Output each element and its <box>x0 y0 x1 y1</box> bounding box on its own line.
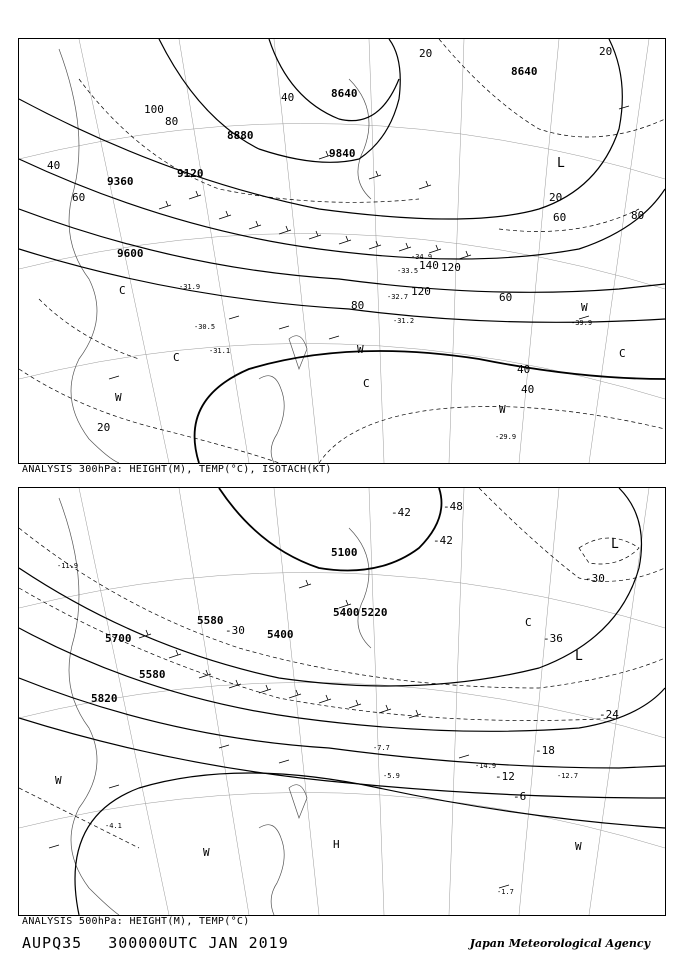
isotach-label: 80 <box>631 209 645 222</box>
isotach-label: 100 <box>144 103 164 116</box>
isotherm-label: -42 <box>391 506 411 519</box>
isotach-label: 20 <box>97 421 111 434</box>
wind-barbs <box>49 580 509 888</box>
temp-label: -7.7 <box>373 744 390 752</box>
warm-center-label: W <box>581 301 588 314</box>
height-label: 8640 <box>331 87 358 100</box>
isotach-label: 20 <box>599 45 613 58</box>
isotherm-label: -36 <box>543 632 563 645</box>
agency-credit: Japan Meteorological Agency <box>469 937 650 950</box>
cold-center-label: C <box>363 377 370 390</box>
height-label: 5580 <box>139 668 166 681</box>
isotach-label: 40 <box>521 383 535 396</box>
valid-time: 300000UTC JAN 2019 <box>108 934 289 952</box>
temp-label: -30.5 <box>194 323 216 331</box>
low-center-label: L <box>611 537 619 552</box>
temp-label: -5.9 <box>383 772 400 780</box>
isotach-label: 40 <box>281 91 295 104</box>
isotach-label: 60 <box>499 291 513 304</box>
isotherm-label: -48 <box>443 500 463 513</box>
temp-label: -31.1 <box>209 347 231 355</box>
temp-label: -39.9 <box>571 319 593 327</box>
warm-center-label: W <box>357 343 364 356</box>
isotach-label: 80 <box>351 299 365 312</box>
panel-500-caption: ANALYSIS 500hPa: HEIGHT(M), TEMP(°C) <box>22 916 250 927</box>
height-label: 5400 <box>267 628 294 641</box>
isotach-label: 120 <box>441 261 461 274</box>
isotach-label: 40 <box>517 363 531 376</box>
isotherm-label: -18 <box>535 744 555 757</box>
isotherm-label: -12 <box>495 770 515 783</box>
isotach-label: 60 <box>553 211 567 224</box>
warm-center-label: W <box>203 846 210 859</box>
height-label: 5400 <box>333 606 360 619</box>
isotherm-label: -30 <box>585 572 605 585</box>
isotach-label: 40 <box>47 159 61 172</box>
height-label: 5820 <box>91 692 118 705</box>
isotach-label: 60 <box>72 191 86 204</box>
isotach-label: 20 <box>419 47 433 60</box>
map-300hpa-svg <box>19 39 665 463</box>
isotherm-label: -24 <box>599 708 619 721</box>
cold-center-label: C <box>619 347 626 360</box>
cold-center-label: C <box>525 616 532 629</box>
height-label: 9840 <box>329 147 356 160</box>
low-center-label: L <box>575 649 583 664</box>
isotherm-label: -30 <box>225 624 245 637</box>
height-label: 5220 <box>361 606 388 619</box>
temp-label: -14.9 <box>475 762 497 770</box>
pressure-centers <box>55 537 619 859</box>
isotherm-label: -42 <box>433 534 453 547</box>
isotach-label: 120 <box>411 285 431 298</box>
low-center-label: L <box>557 156 565 171</box>
map-500hpa-svg <box>19 488 665 915</box>
warm-center-label: W <box>115 391 122 404</box>
temp-label: -11.9 <box>57 562 79 570</box>
isotach-label: 20 <box>549 191 563 204</box>
height-label: 5700 <box>105 632 132 645</box>
wind-barbs <box>109 106 629 379</box>
temp-label: -4.1 <box>105 822 122 830</box>
height-label: 5580 <box>197 614 224 627</box>
temp-label: -31.2 <box>393 317 415 325</box>
cold-center-label: C <box>173 351 180 364</box>
product-code: AUPQ35 <box>22 934 83 952</box>
height-label: 9600 <box>117 247 144 260</box>
warm-center-label: W <box>55 774 62 787</box>
cold-center-label: C <box>119 284 126 297</box>
temp-label: -31.9 <box>179 283 201 291</box>
temp-label: -34.9 <box>411 253 433 261</box>
analysis-500hpa-map <box>18 487 666 916</box>
temp-label: -33.5 <box>397 267 419 275</box>
analysis-300hpa-map <box>18 38 666 464</box>
height-label: 9120 <box>177 167 204 180</box>
warm-center-label: W <box>499 403 506 416</box>
height-label: 5100 <box>331 546 358 559</box>
temp-label: -1.7 <box>497 888 514 896</box>
isotach-label: 140 <box>419 259 439 272</box>
height-label: 8880 <box>227 129 254 142</box>
warm-center-label: W <box>575 840 582 853</box>
height-label: 8640 <box>511 65 538 78</box>
isotach-label: 80 <box>165 115 179 128</box>
chart-identifier <box>22 934 289 952</box>
panel-300-caption: ANALYSIS 300hPa: HEIGHT(M), TEMP(°C), ISOTACH(KT) <box>22 464 332 475</box>
isotherm-contours <box>19 488 665 848</box>
temp-label: -12.7 <box>557 772 579 780</box>
temp-label: -32.7 <box>387 293 409 301</box>
isotach-labels <box>47 45 644 434</box>
high-center-label: H <box>333 838 340 851</box>
height-label: 9360 <box>107 175 134 188</box>
temp-label: -29.9 <box>495 433 517 441</box>
isotherm-label: -6 <box>513 790 527 803</box>
